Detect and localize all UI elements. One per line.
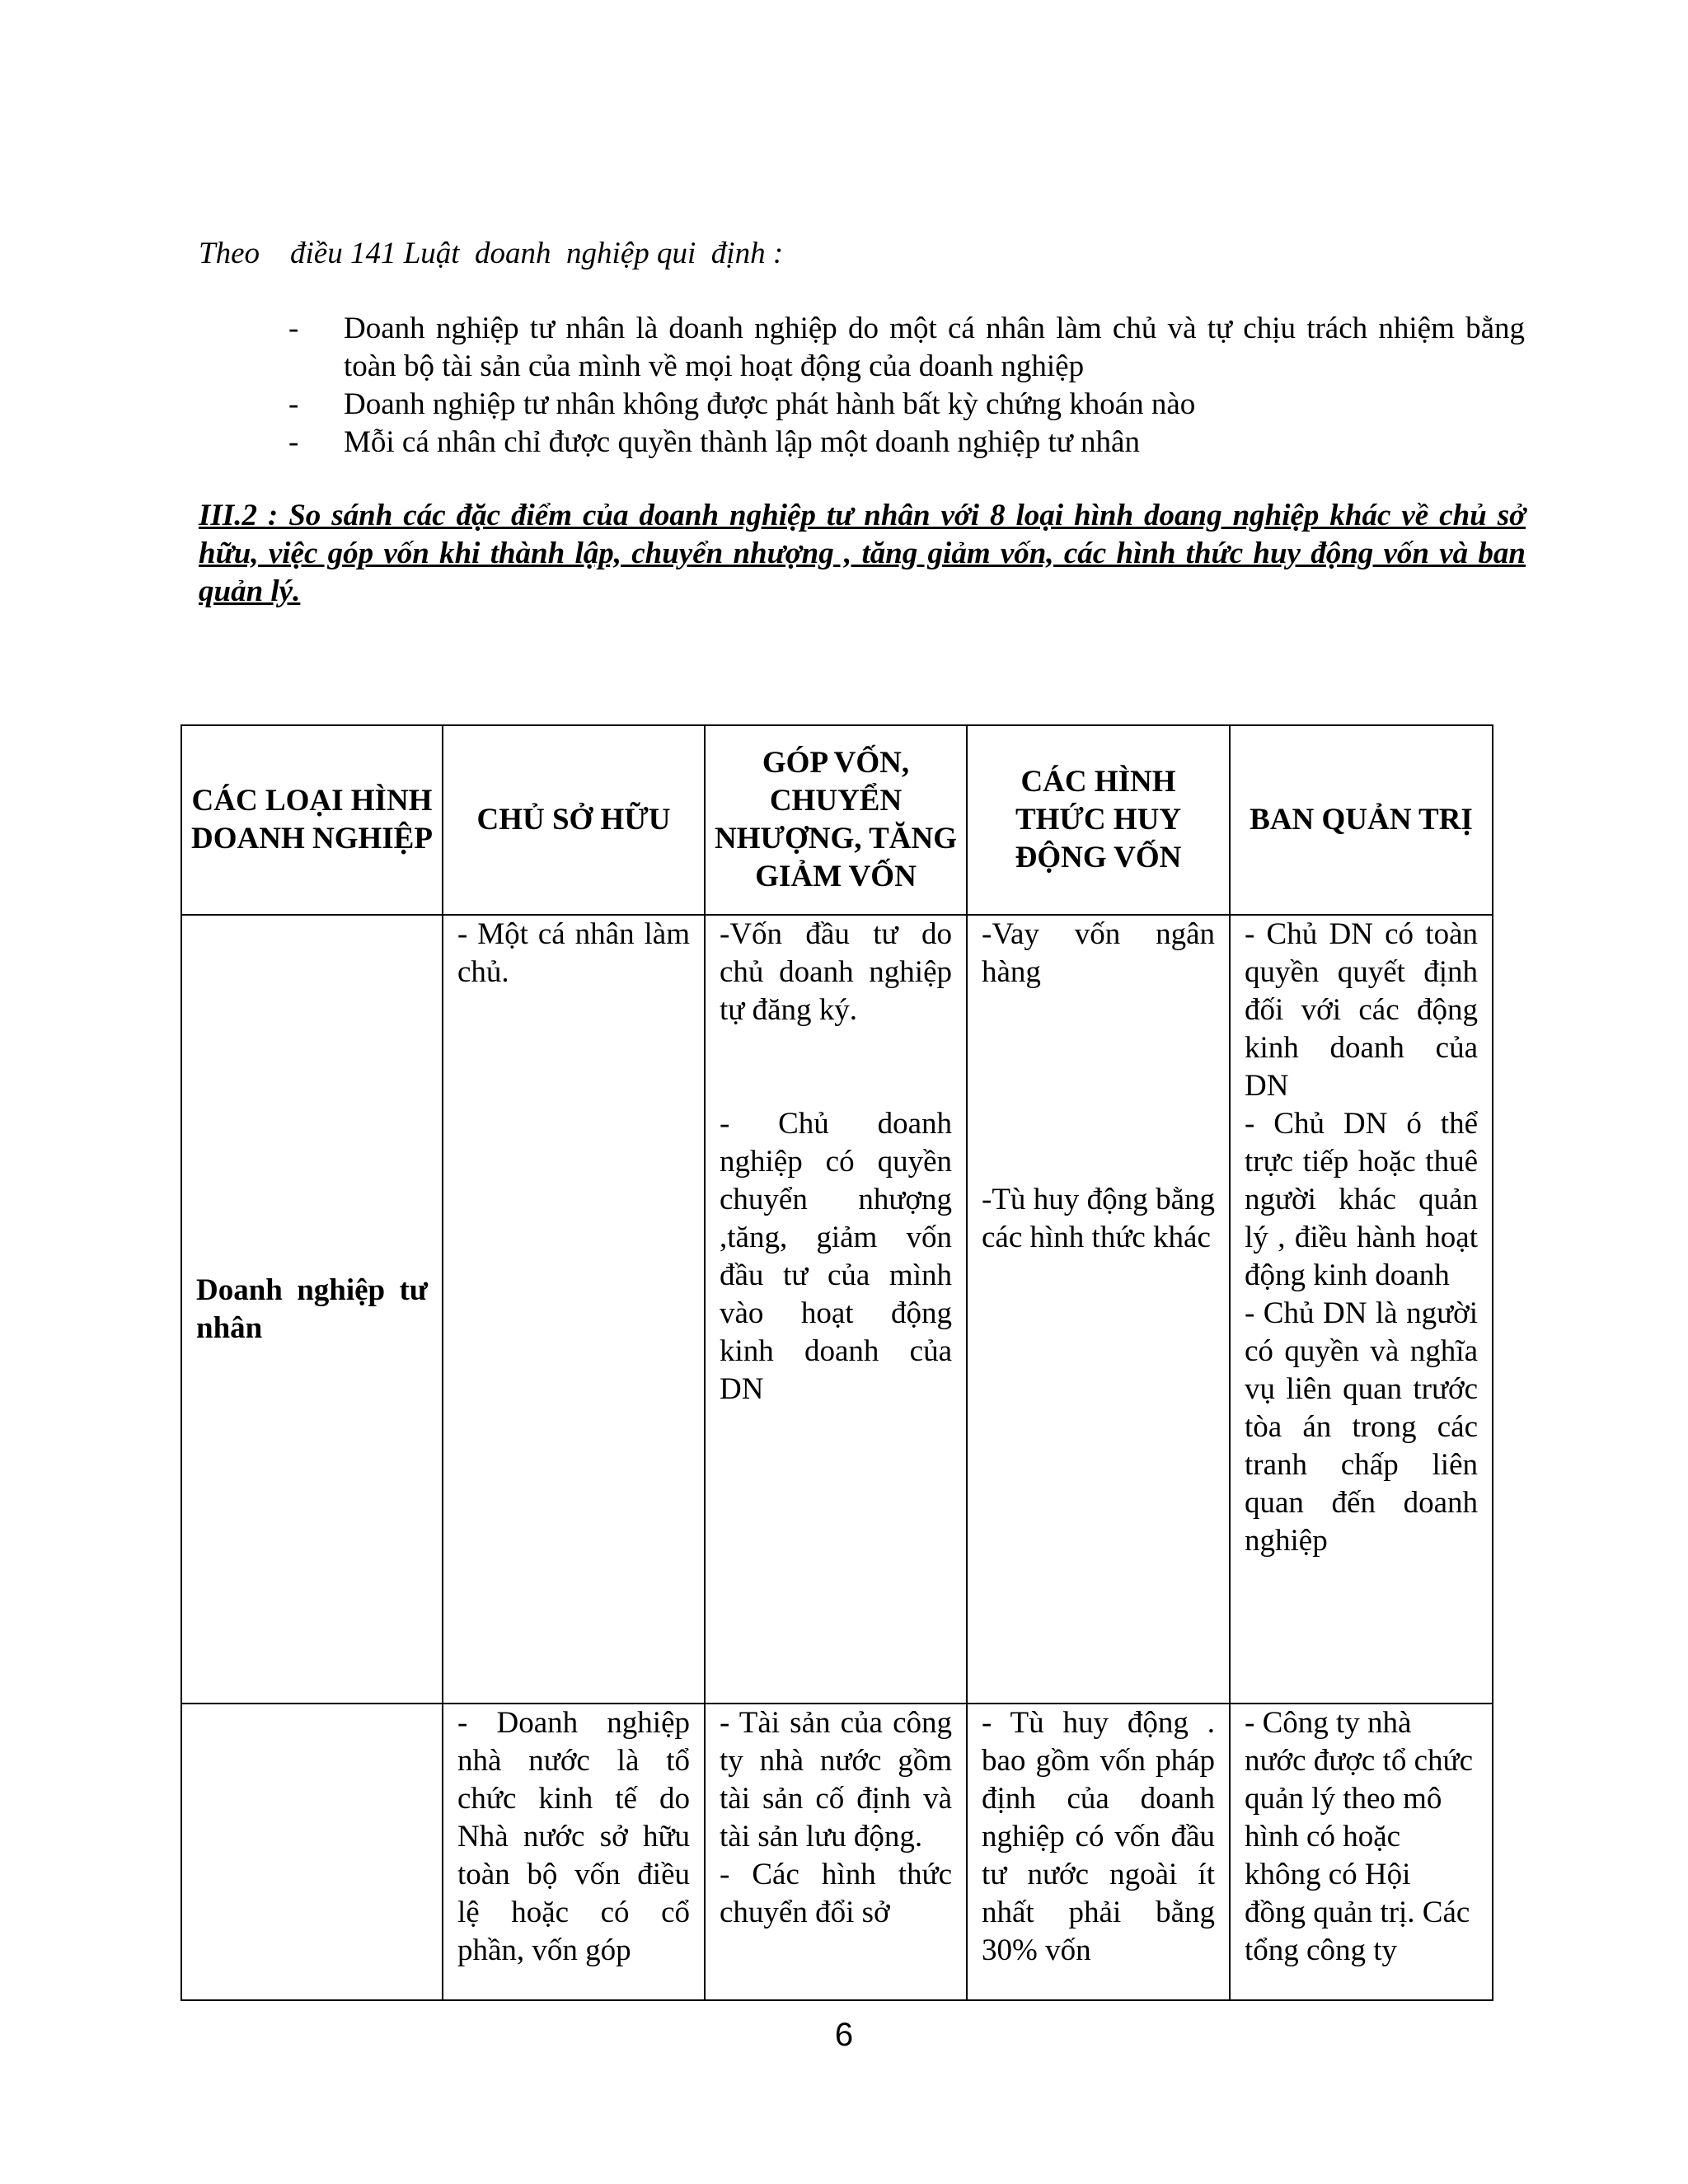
cell-owner: - Doanh nghiệp nhà nước là tổ chức kinh tế do Nhà nước sở hữu toàn bộ vốn điều lệ hoặc có cổ phần, vốn góp xyxy=(443,1704,705,2000)
cell-management xyxy=(1230,915,1493,1704)
section-heading: III.2 : So sánh các đặc điểm của doanh nghiệp tư nhân với 8 loại hình doang nghiệp khác về chủ sở hữu, việc góp vốn khi thành lập, chuyển nhượng , tăng giảm vốn, các hình thức huy động vốn và ban quản lý. xyxy=(199,499,1526,608)
header-cell-type: CÁC LOẠI HÌNH DOANH NGHIỆP xyxy=(181,725,443,915)
table-row xyxy=(181,915,1493,1704)
cell-management: - Công ty nhà nước được tổ chức quản lý theo mô hình có hoặc không có Hội đồng quản trị. Các tổng công ty xyxy=(1230,1704,1493,2000)
bullet-marker: - xyxy=(288,425,299,459)
cell-text: - Chủ DN có toàn quyền quyết định đối với các động kinh doanh của DN xyxy=(1245,917,1478,1103)
cell-owner: - Một cá nhân làm chủ. xyxy=(443,915,705,1704)
cell-text: - Chủ doanh nghiệp có quyền chuyển nhượng ,tăng, giảm vốn đầu tư của mình vào hoạt động kinh doanh của DN xyxy=(720,1107,952,1406)
cell-text: -Tù huy động bằng các hình thức khác xyxy=(982,1183,1215,1254)
bullet-item xyxy=(288,424,1525,462)
cell-mobilize: - Tù huy động . bao gồm vốn pháp định của doanh nghiệp có vốn đầu tư nước ngoài ít nhất phải bằng 30% vốn xyxy=(967,1704,1230,2000)
table-row xyxy=(181,1704,1493,2000)
header-cell-owner: CHỦ SỞ HỮU xyxy=(443,725,705,915)
cell-text: - Chủ DN là người có quyền và nghĩa vụ liên quan trước tòa án trong các tranh chấp liên quan đến doanh nghiệp xyxy=(1245,1296,1478,1558)
header-cell-management: BAN QUẢN TRỊ xyxy=(1230,725,1493,915)
cell-capital xyxy=(705,915,967,1704)
cell-text: - Tài sản của công ty nhà nước gồm tài sản cố định và tài sản lưu động. xyxy=(720,1706,952,1854)
intro-line: Theo điều 141 Luật doanh nghiệp qui định : xyxy=(199,237,784,270)
page-number: 6 xyxy=(834,2017,854,2053)
bullet-text: Doanh nghiệp tư nhân không được phát hành bất kỳ chứng khoán nào xyxy=(344,387,1196,421)
table-header-row xyxy=(181,725,1493,915)
cell-type: Doanh nghiệp tư nhân xyxy=(181,915,443,1704)
comparison-table xyxy=(181,724,1493,2001)
cell-text: - Chủ DN ó thể trực tiếp hoặc thuê người khác quản lý , điều hành hoạt động kinh doanh xyxy=(1245,1107,1478,1292)
cell-type xyxy=(181,1704,443,2000)
header-cell-capital: GÓP VỐN, CHUYỂN NHƯỢNG, TĂNG GIẢM VỐN xyxy=(705,725,967,915)
bullet-text: Doanh nghiệp tư nhân là doanh nghiệp do một cá nhân làm chủ và tự chịu trách nhiệm bằng toàn bộ tài sản của mình về mọi hoạt động của doanh nghiệp xyxy=(344,312,1525,383)
cell-text: - Các hình thức chuyển đổi sở xyxy=(720,1858,952,1929)
cell-text: -Vốn đầu tư do chủ doanh nghiệp tự đăng ký. xyxy=(720,917,952,1027)
cell-mobilize xyxy=(967,915,1230,1704)
bullet-text: Mỗi cá nhân chỉ được quyền thành lập một doanh nghiệp tư nhân xyxy=(344,425,1140,459)
bullet-item xyxy=(288,310,1525,386)
header-cell-mobilize: CÁC HÌNH THỨC HUY ĐỘNG VỐN xyxy=(967,725,1230,915)
bullet-item xyxy=(288,386,1525,424)
bullet-marker: - xyxy=(288,312,299,345)
cell-text: -Vay vốn ngân hàng xyxy=(982,917,1215,989)
cell-capital xyxy=(705,1704,967,2000)
bullet-list xyxy=(288,310,1525,462)
bullet-marker: - xyxy=(288,387,299,421)
